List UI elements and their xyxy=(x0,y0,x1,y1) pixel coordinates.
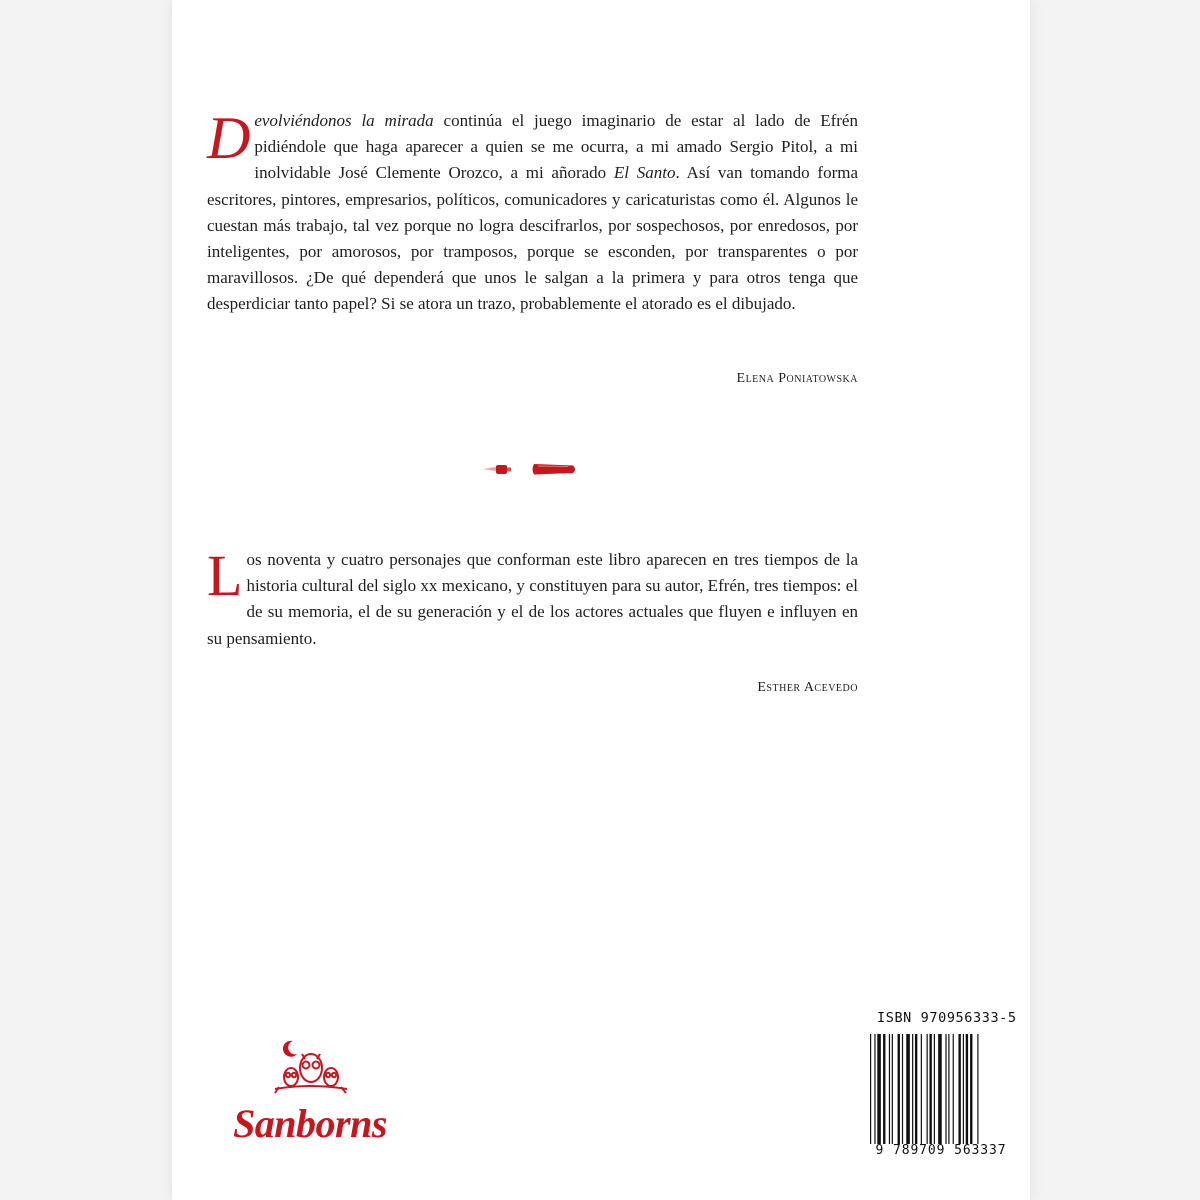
passage-text: continúa el juego imaginario de estar al lado de Efrén pidiéndole que haga aparecer a quien se me ocurra, a mi amado Sergio Pitol, a mi inolvidable José Clemente Orozco, a mi añorado xyxy=(254,111,858,183)
passage-text: os noventa y cuatro personajes que conforman este libro aparecen en tres tiempos de la historia cultural del siglo xx mexicano, y constituyen para su autor, Efrén, tres tiempos: el de su memoria, el de su generación y el de los actores actuales que fluyen e influyen en su pensamiento. xyxy=(207,550,858,648)
barcode-icon xyxy=(867,1034,1015,1144)
dropcap-l: L xyxy=(207,543,243,608)
passage-acevedo xyxy=(207,543,858,652)
passage-poniatowska xyxy=(207,105,858,318)
owls-on-branch-with-moon-icon xyxy=(205,1038,415,1102)
dropcap-d: D xyxy=(207,105,251,171)
author-signature-poniatowska: Elena Poniatowska xyxy=(736,371,858,386)
isbn-number: ISBN 970956333-5 xyxy=(877,1010,1017,1026)
publisher-logo xyxy=(205,1038,415,1146)
publisher-name: Sanborns xyxy=(233,1101,387,1146)
book-title-italic: evolviéndonos la mirada xyxy=(254,111,434,130)
isbn-barcode xyxy=(867,1010,1015,1162)
el-santo-italic: El Santo xyxy=(613,163,676,183)
red-pen-nib-icon xyxy=(480,458,580,480)
author-signature-acevedo: Esther Acevedo xyxy=(757,680,858,695)
ean-digits: 9 789709 563337 xyxy=(875,1143,1007,1158)
passage-text-continued: . Así van tomando forma escritores, pintores, empresarios, políticos, comunicadores y caricaturistas como él. Algunos le cuestan más trabajo, tal vez porque no logra descifrarlos, por sospechosos, por enredosos, por inteligentes, por amorosos, por tramposos, porque se esconden, por transparentes o por maravillosos. ¿De qué dependerá que unos le salgan a la primera y para otros tenga que desperdiciar tanto papel? Si se atora un trazo, probablemente el atorado es el dibujado. xyxy=(207,163,858,314)
